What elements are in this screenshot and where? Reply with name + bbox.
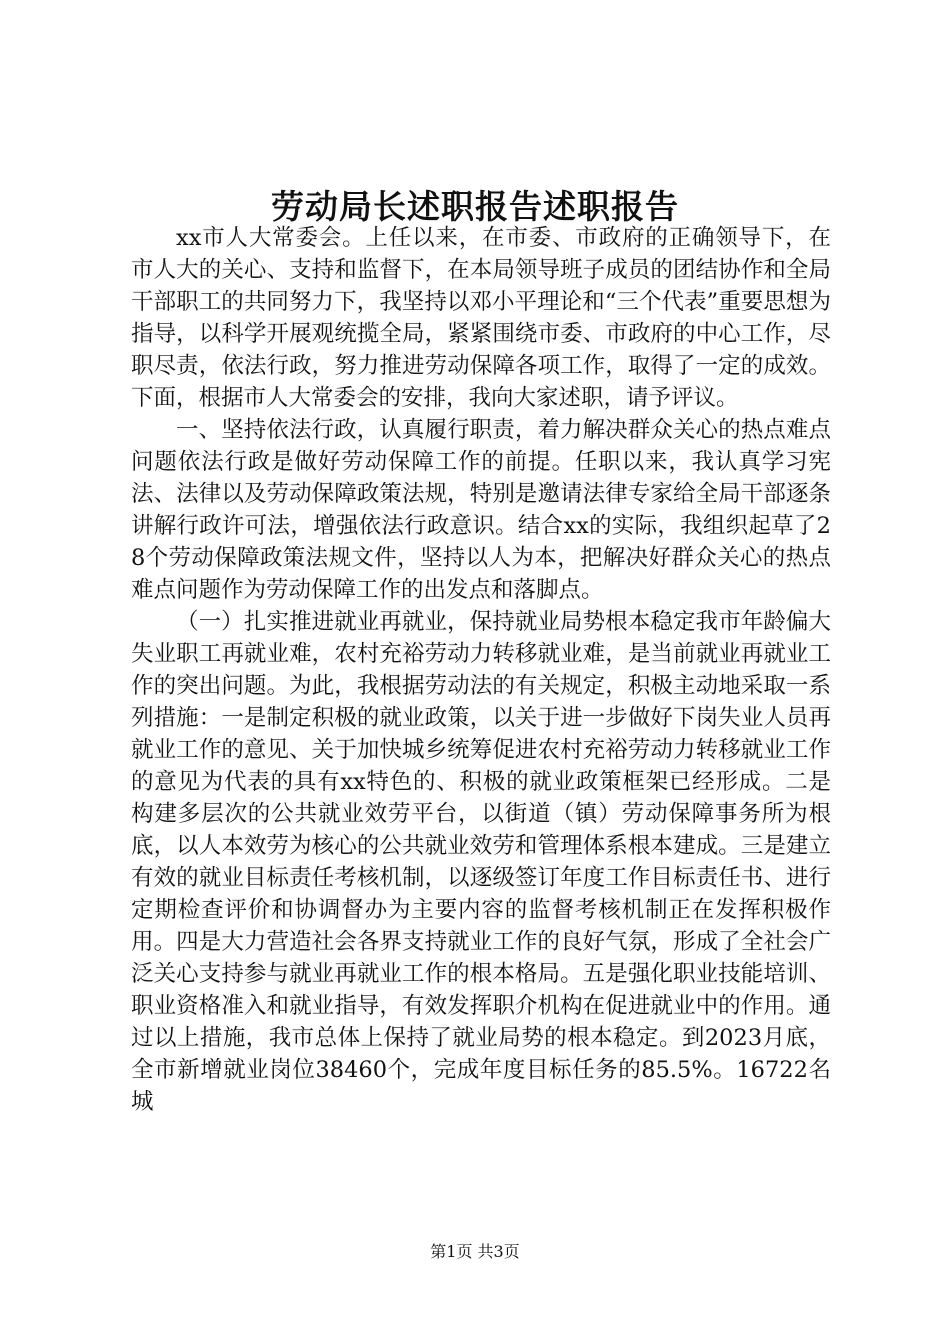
- page-footer: 第1页 共3页: [430, 1242, 520, 1261]
- paragraph-intro: xx市人大常委会。上任以来，在市委、市政府的正确领导下，在市人大的关心、支持和监督下，在本局领导班子成员的团结协作和全局干部职工的共同努力下，我坚持以邓小平理论和“三个代表”重要思想为指导，以科学开展观统揽全局，紧紧围绕市委、市政府的中心工作，尽职尽责，依法行政，努力推进劳动保障各项工作，取得了一定的成效。下面，根据市人大常委会的安排，我向大家述职，请予评议。: [131, 225, 831, 411]
- page-title: 劳动局长述职报告述职报告: [271, 187, 679, 226]
- paragraph-section-1: 一、坚持依法行政，认真履行职责，着力解决群众关心的热点难点问题依法行政是做好劳动保障工作的前提。任职以来，我认真学习宪法、法律以及劳动保障政策法规，特别是邀请法律专家给全局干部逐条讲解行政许可法，增强依法行政意识。结合xx的实际，我组织起草了28个劳动保障政策法规文件，坚持以人为本，把解决好群众关心的热点难点问题作为劳动保障工作的出发点和落脚点。: [131, 417, 831, 603]
- document-body: [131, 222, 831, 1118]
- paragraph-subsection-1: （一）扎实推进就业再就业，保持就业局势根本稳定我市年龄偏大失业职工再就业难，农村充裕劳动力转移就业难，是当前就业再就业工作的突出问题。为此，我根据劳动法的有关规定，积极主动地采取一系列措施：一是制定积极的就业政策，以关于进一步做好下岗失业人员再就业工作的意见、关于加快城乡统筹促进农村充裕劳动力转移就业工作的意见为代表的具有xx特色的、积极的就业政策框架已经形成。二是构建多层次的公共就业效劳平台，以街道（镇）劳动保障事务所为根底，以人本效劳为核心的公共就业效劳和管理体系根本建成。三是建立有效的就业目标责任考核机制，以逐级签订年度工作目标责任书、进行定期检查评价和协调督办为主要内容的监督考核机制正在发挥积极作用。四是大力营造社会各界支持就业工作的良好气氛，形成了全社会广泛关心支持参与就业再就业工作的根本格局。五是强化职业技能培训、职业资格准入和就业指导，有效发挥职介机构在促进就业中的作用。通过以上措施，我市总体上保持了就业局势的根本稳定。到2023月底，全市新增就业岗位38460个，完成年度目标任务的85.5%。16722名城: [131, 609, 831, 1115]
